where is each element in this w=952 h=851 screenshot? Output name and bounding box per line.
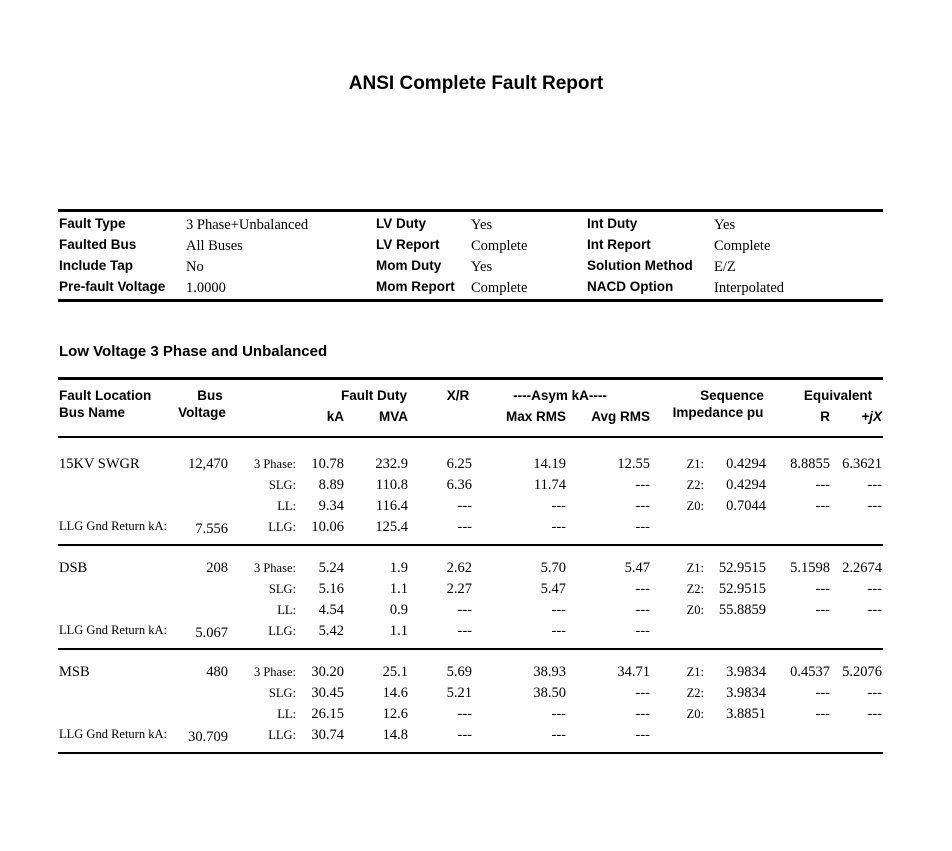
cell-type: LL: [277, 707, 296, 721]
cell-avg: --- [635, 706, 650, 722]
cell-zval: 52.9515 [718, 581, 766, 597]
cell-xr: --- [457, 623, 472, 639]
cell-mva: 110.8 [375, 477, 408, 493]
header-asym: ----Asym kA---- [513, 388, 607, 403]
cell-max: --- [551, 727, 566, 743]
bus-voltage: 12,470 [188, 456, 228, 472]
cell-z: Z1: [686, 561, 704, 575]
cell-mva: 0.9 [389, 602, 408, 618]
cell-ka: 30.45 [311, 685, 344, 701]
cell-r: 8.8855 [790, 456, 830, 472]
cell-x: 2.2674 [842, 560, 882, 576]
cell-r: --- [815, 581, 830, 597]
cell-mva: 12.6 [382, 706, 408, 722]
cell-z: Z2: [686, 686, 704, 700]
cell-z: Z0: [686, 499, 704, 513]
info-label: Solution Method [587, 258, 693, 273]
info-label: NACD Option [587, 279, 674, 294]
cell-ka: 10.78 [311, 456, 344, 472]
report-title: ANSI Complete Fault Report [348, 73, 604, 94]
cell-max: --- [551, 498, 566, 514]
info-label: Int Report [587, 237, 651, 252]
info-label: LV Duty [376, 216, 426, 231]
cell-zval: 0.4294 [726, 477, 766, 493]
cell-xr: 2.62 [446, 560, 472, 576]
cell-mva: 116.4 [375, 498, 408, 514]
cell-x: --- [867, 685, 882, 701]
cell-avg: --- [635, 685, 650, 701]
info-value: 3 Phase+Unbalanced [186, 217, 309, 233]
cell-avg: 5.47 [624, 560, 650, 576]
cell-type: 3 Phase: [253, 665, 296, 679]
header-r: R [820, 409, 830, 424]
cell-avg: --- [635, 477, 650, 493]
llg-gnd-return-value: 7.556 [195, 521, 228, 537]
bus-name: DSB [59, 560, 88, 576]
header-ka: kA [326, 409, 344, 424]
cell-x: --- [867, 706, 882, 722]
cell-ka: 10.06 [311, 519, 344, 535]
llg-gnd-return-label: LLG Gnd Return kA: [59, 519, 167, 533]
bus-voltage: 480 [206, 664, 228, 680]
cell-max: 11.74 [533, 477, 566, 493]
cell-xr: --- [457, 602, 472, 618]
info-label: LV Report [376, 237, 440, 252]
info-label: Pre-fault Voltage [59, 279, 166, 294]
cell-r: --- [815, 602, 830, 618]
cell-type: LL: [277, 603, 296, 617]
header-bus-name: Bus Name [59, 405, 126, 420]
info-label: Mom Duty [376, 258, 442, 273]
cell-z: Z2: [686, 582, 704, 596]
cell-x: --- [867, 477, 882, 493]
cell-ka: 5.16 [318, 581, 344, 597]
cell-r: --- [815, 498, 830, 514]
cell-max: 38.50 [533, 685, 566, 701]
cell-type: SLG: [268, 582, 296, 596]
info-top-rule [58, 209, 883, 212]
cell-ka: 9.34 [318, 498, 344, 514]
cell-z: Z1: [686, 665, 704, 679]
bus-separator-rule [58, 544, 883, 546]
info-value: Yes [714, 217, 736, 233]
info-value: Yes [471, 217, 493, 233]
llg-gnd-return-label: LLG Gnd Return kA: [59, 727, 167, 741]
cell-zval: 55.8859 [718, 602, 766, 618]
cell-xr: --- [457, 498, 472, 514]
cell-x: --- [867, 602, 882, 618]
cell-max: --- [551, 623, 566, 639]
header-jx: +jX [861, 409, 882, 424]
cell-max: --- [551, 519, 566, 535]
info-label: Include Tap [59, 258, 134, 273]
cell-max: --- [551, 706, 566, 722]
cell-mva: 25.1 [382, 664, 408, 680]
cell-mva: 14.6 [382, 685, 408, 701]
table-top-rule [58, 377, 883, 380]
cell-ka: 5.42 [318, 623, 344, 639]
info-bottom-rule [58, 299, 883, 302]
llg-gnd-return-label: LLG Gnd Return kA: [59, 623, 167, 637]
section-title: Low Voltage 3 Phase and Unbalanced [59, 343, 328, 360]
info-label: Int Duty [587, 216, 638, 231]
info-value: Complete [714, 238, 771, 254]
cell-xr: --- [457, 519, 472, 535]
info-value: Complete [471, 280, 528, 296]
cell-avg: --- [635, 727, 650, 743]
info-value: No [186, 259, 204, 275]
header-xr: X/R [446, 388, 470, 403]
cell-type: LLG: [268, 728, 296, 742]
cell-xr: --- [457, 706, 472, 722]
cell-xr: 6.36 [446, 477, 472, 493]
cell-x: 6.3621 [842, 456, 882, 472]
info-value: E/Z [714, 259, 736, 275]
header-sequence: Sequence [700, 388, 764, 403]
cell-mva: 232.9 [375, 456, 408, 472]
cell-x: --- [867, 581, 882, 597]
info-value: 1.0000 [186, 280, 226, 296]
cell-avg: 34.71 [617, 664, 650, 680]
cell-xr: 6.25 [446, 456, 472, 472]
info-label: Mom Report [376, 279, 455, 294]
cell-zval: 0.7044 [726, 498, 766, 514]
info-label: Faulted Bus [59, 237, 137, 252]
cell-ka: 26.15 [311, 706, 344, 722]
cell-mva: 1.1 [389, 623, 408, 639]
cell-r: --- [815, 706, 830, 722]
header-mva: MVA [379, 409, 408, 424]
cell-zval: 0.4294 [726, 456, 766, 472]
info-value: Yes [471, 259, 493, 275]
cell-type: 3 Phase: [253, 457, 296, 471]
cell-ka: 8.89 [318, 477, 344, 493]
cell-xr: 2.27 [446, 581, 472, 597]
cell-mva: 14.8 [382, 727, 408, 743]
cell-max: 5.47 [540, 581, 566, 597]
cell-z: Z0: [686, 603, 704, 617]
cell-r: --- [815, 685, 830, 701]
cell-max: 5.70 [540, 560, 566, 576]
cell-r: 0.4537 [790, 664, 830, 680]
bus-name: MSB [59, 664, 90, 680]
bus-separator-rule [58, 648, 883, 650]
cell-type: SLG: [268, 686, 296, 700]
header-voltage: Voltage [178, 405, 226, 420]
cell-xr: --- [457, 727, 472, 743]
cell-ka: 5.24 [318, 560, 344, 576]
header-max-rms: Max RMS [505, 409, 566, 424]
cell-z: Z2: [686, 478, 704, 492]
info-value: Interpolated [714, 280, 785, 296]
cell-mva: 1.1 [389, 581, 408, 597]
cell-type: SLG: [268, 478, 296, 492]
cell-r: --- [815, 477, 830, 493]
cell-type: LLG: [268, 624, 296, 638]
cell-x: 5.2076 [842, 664, 882, 680]
bus-voltage: 208 [206, 560, 228, 576]
cell-zval: 3.9834 [726, 685, 766, 701]
cell-zval: 3.9834 [726, 664, 766, 680]
cell-ka: 4.54 [318, 602, 344, 618]
bus-name: 15KV SWGR [59, 456, 140, 472]
cell-avg: --- [635, 498, 650, 514]
cell-avg: --- [635, 623, 650, 639]
header-impedance: Impedance pu [672, 405, 764, 420]
cell-avg: 12.55 [617, 456, 650, 472]
info-label: Fault Type [59, 216, 126, 231]
cell-max: 38.93 [533, 664, 566, 680]
cell-avg: --- [635, 581, 650, 597]
cell-zval: 52.9515 [718, 560, 766, 576]
llg-gnd-return-value: 30.709 [188, 729, 228, 745]
cell-ka: 30.74 [311, 727, 344, 743]
cell-r: 5.1598 [790, 560, 830, 576]
cell-xr: 5.21 [446, 685, 472, 701]
info-value: All Buses [186, 238, 243, 254]
bus-separator-rule [58, 752, 883, 754]
cell-max: --- [551, 602, 566, 618]
header-equivalent: Equivalent [803, 388, 873, 403]
header-avg-rms: Avg RMS [591, 409, 650, 424]
cell-z: Z0: [686, 707, 704, 721]
cell-zval: 3.8851 [726, 706, 766, 722]
cell-avg: --- [635, 602, 650, 618]
cell-max: 14.19 [533, 456, 566, 472]
cell-type: 3 Phase: [253, 561, 296, 575]
llg-gnd-return-value: 5.067 [195, 625, 228, 641]
header-bus: Bus [197, 388, 223, 403]
cell-xr: 5.69 [446, 664, 472, 680]
cell-avg: --- [635, 519, 650, 535]
cell-x: --- [867, 498, 882, 514]
header-fault-duty: Fault Duty [341, 388, 407, 403]
cell-ka: 30.20 [311, 664, 344, 680]
header-fault-location: Fault Location [59, 388, 152, 403]
cell-type: LLG: [268, 520, 296, 534]
cell-z: Z1: [686, 457, 704, 471]
header-bottom-rule [58, 436, 883, 438]
cell-mva: 1.9 [389, 560, 408, 576]
cell-mva: 125.4 [375, 519, 408, 535]
info-value: Complete [471, 238, 528, 254]
cell-type: LL: [277, 499, 296, 513]
